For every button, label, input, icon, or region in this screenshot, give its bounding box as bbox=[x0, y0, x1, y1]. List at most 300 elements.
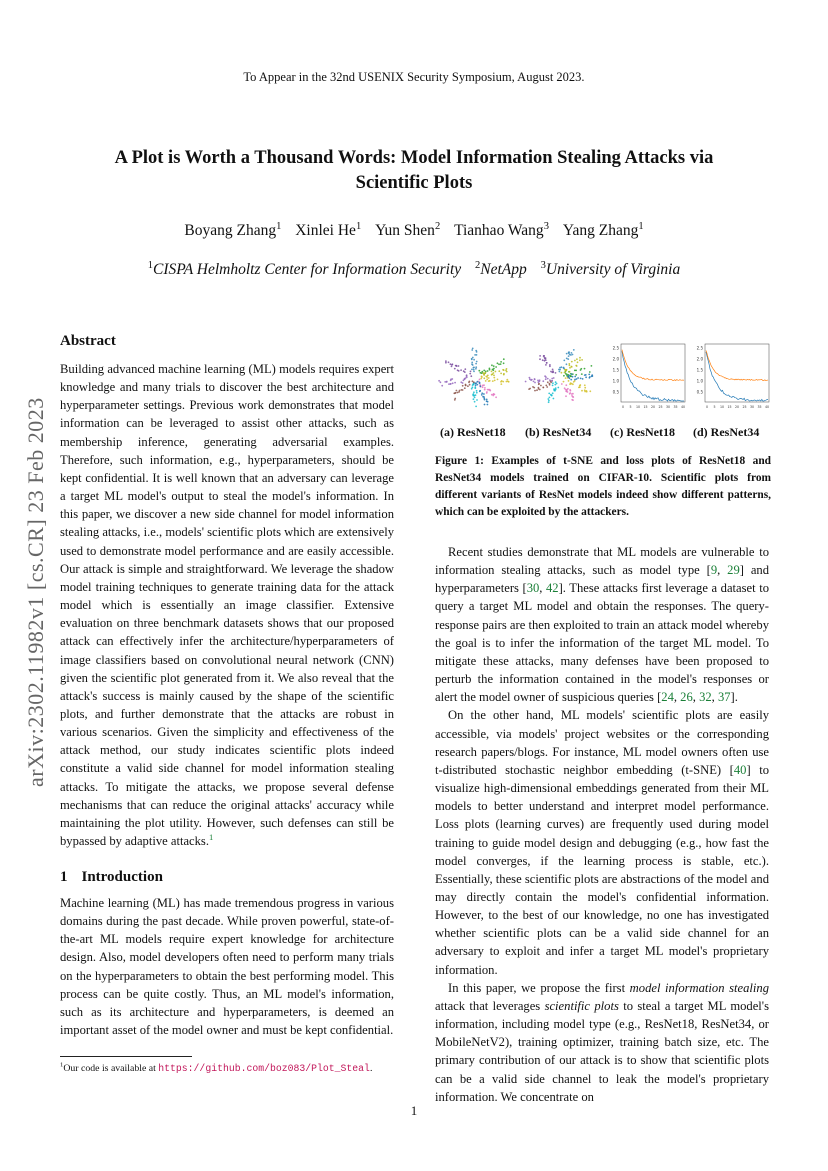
tsne-point bbox=[489, 369, 491, 371]
tsne-point bbox=[571, 361, 573, 363]
tsne-point bbox=[579, 357, 581, 359]
tsne-point bbox=[572, 354, 574, 356]
tsne-point bbox=[584, 391, 586, 393]
tsne-point bbox=[542, 380, 544, 382]
tsne-point bbox=[566, 363, 568, 365]
tsne-point bbox=[487, 404, 489, 406]
y-tick-label: 2.5 bbox=[696, 345, 703, 351]
tsne-point bbox=[450, 383, 452, 385]
tsne-point bbox=[564, 387, 566, 389]
tsne-point bbox=[483, 370, 485, 372]
citation-link[interactable]: 40 bbox=[733, 762, 747, 777]
tsne-point bbox=[543, 355, 545, 357]
tsne-point bbox=[556, 383, 558, 385]
tsne-point bbox=[492, 380, 494, 382]
tsne-point bbox=[539, 355, 541, 357]
tsne-point bbox=[473, 371, 475, 373]
tsne-points bbox=[438, 348, 509, 408]
tsne-point bbox=[563, 381, 565, 383]
tsne-point bbox=[456, 390, 458, 392]
tsne-point bbox=[467, 385, 469, 387]
tsne-point bbox=[473, 381, 475, 383]
figure-1-panels bbox=[435, 338, 771, 418]
tsne-point bbox=[573, 381, 575, 383]
tsne-point bbox=[483, 393, 485, 395]
tsne-point bbox=[538, 387, 540, 389]
citation-link[interactable]: 30 bbox=[526, 581, 540, 596]
tsne-point bbox=[458, 391, 460, 393]
tsne-point bbox=[561, 383, 563, 385]
tsne-point bbox=[493, 365, 495, 367]
tsne-point bbox=[503, 369, 505, 371]
tsne-point bbox=[539, 380, 541, 382]
tsne-point bbox=[552, 392, 554, 394]
tsne-point bbox=[570, 382, 572, 384]
subcaption-a: (a) ResNet18 bbox=[440, 425, 506, 439]
tsne-point bbox=[534, 382, 536, 384]
citation-link[interactable]: 9 bbox=[710, 563, 718, 578]
tsne-point bbox=[566, 353, 568, 355]
subcaption-c: (c) ResNet18 bbox=[610, 425, 675, 439]
tsne-point bbox=[564, 372, 566, 374]
tsne-point bbox=[486, 391, 488, 393]
tsne-point bbox=[566, 358, 568, 360]
y-tick-label: 0.5 bbox=[696, 389, 703, 395]
citation-link[interactable]: 29 bbox=[727, 563, 740, 578]
tsne-point bbox=[567, 376, 569, 378]
x-tick-label: 30 bbox=[665, 405, 671, 409]
y-tick-label: 2.0 bbox=[696, 356, 703, 362]
tsne-point bbox=[480, 372, 482, 374]
x-tick-label: 35 bbox=[673, 405, 678, 409]
tsne-point bbox=[478, 370, 480, 372]
tsne-point bbox=[503, 358, 505, 360]
tsne-point bbox=[551, 371, 553, 373]
code-url-link[interactable]: https://github.com/boz083/Plot_Steal bbox=[158, 1063, 370, 1074]
tsne-point bbox=[486, 399, 488, 401]
tsne-point bbox=[438, 380, 440, 382]
intro-right-column bbox=[435, 543, 769, 1106]
tsne-point bbox=[481, 392, 483, 394]
tsne-point bbox=[495, 396, 497, 398]
tsne-point bbox=[492, 395, 494, 397]
tsne-point bbox=[494, 380, 496, 382]
section-title: Introduction bbox=[81, 869, 163, 885]
tsne-point bbox=[563, 360, 565, 362]
tsne-point bbox=[462, 385, 464, 387]
tsne-point bbox=[475, 363, 477, 365]
tsne-point bbox=[460, 369, 462, 371]
tsne-point bbox=[488, 380, 490, 382]
tsne-point bbox=[545, 385, 547, 387]
tsne-point bbox=[536, 389, 538, 391]
tsne-point bbox=[500, 383, 502, 385]
tsne-point bbox=[576, 358, 578, 360]
tsne-point bbox=[538, 383, 540, 385]
tsne-point bbox=[573, 349, 575, 351]
tsne-point bbox=[534, 390, 536, 392]
author: Yang Zhang$^1$ bbox=[562, 220, 644, 239]
tsne-point bbox=[493, 377, 495, 379]
tsne-point bbox=[491, 371, 493, 373]
tsne-point bbox=[500, 381, 502, 383]
tsne-point bbox=[534, 379, 536, 381]
tsne-point bbox=[572, 399, 574, 401]
title-line-1: A Plot is Worth a Thousand Words: Model Information Stealing Attacks via bbox=[114, 148, 714, 168]
tsne-point bbox=[540, 385, 542, 387]
tsne-point bbox=[484, 389, 486, 391]
tsne-point bbox=[485, 376, 487, 378]
tsne-point bbox=[503, 362, 505, 364]
tsne-point bbox=[566, 369, 568, 371]
tsne-point bbox=[549, 397, 551, 399]
tsne-point bbox=[476, 399, 478, 401]
tsne-point bbox=[559, 367, 561, 369]
tsne-plot-resnet18 bbox=[435, 338, 515, 416]
tsne-point bbox=[479, 390, 481, 392]
tsne-point bbox=[500, 363, 502, 365]
tsne-point bbox=[547, 378, 549, 380]
tsne-point bbox=[591, 365, 593, 367]
section-number: 1 bbox=[60, 869, 68, 885]
x-tick-label: 40 bbox=[680, 405, 686, 409]
tsne-point bbox=[581, 390, 583, 392]
tsne-point bbox=[502, 381, 504, 383]
footnote-text: Our code is available at bbox=[63, 1063, 156, 1074]
tsne-point bbox=[472, 386, 474, 388]
tsne-point bbox=[549, 384, 551, 386]
tsne-point bbox=[500, 373, 502, 375]
tsne-point bbox=[545, 359, 547, 361]
tsne-point bbox=[508, 381, 510, 383]
train-loss-line bbox=[622, 351, 684, 401]
y-tick-label: 0.5 bbox=[612, 389, 619, 395]
paragraph: On the other hand, ML models' scientific plots are easily accessible, via models' project websites or the corresponding research papers/blogs. For instance, ML model owners often use t-distributed stochastic neighbor embedding (t-SNE) [40] to visualize high-dimensional embeddings generated from their ML models to better understand and interpret model performance. Loss plots (learning curves) are frequently used during model training to guide model design and debugging (e.g., how fast the model converges, if the learning process is stable, etc.). Essentially, these scientific plots are abstractions of the model and may directly contain the model's confidential information. However, to the best of our knowledge, no one has investigated whether scientific plots can be a valid side channel for an adversary to exploit and infer a target ML model's proprietary information. bbox=[435, 708, 769, 977]
tsne-point bbox=[563, 375, 565, 377]
citation-link[interactable]: 32 bbox=[699, 690, 712, 705]
tsne-point bbox=[473, 367, 475, 369]
tsne-point bbox=[477, 381, 479, 383]
tsne-point bbox=[471, 362, 473, 364]
figure-caption: Figure 1: Examples of t-SNE and loss plots of ResNet18 and ResNet34 models trained on CIFAR-10. Scientific plots from different variants of ResNet models indeed show different patterns, which can be exploited by the attackers. bbox=[435, 455, 771, 518]
arxiv-identifier: arXiv:2302.11982v1 [cs.CR] 23 Feb 2023 bbox=[23, 397, 48, 787]
tsne-point bbox=[542, 387, 544, 389]
author: Xinlei He$^1$ bbox=[295, 220, 362, 239]
tsne-point bbox=[568, 380, 570, 382]
paper-title bbox=[70, 146, 758, 196]
x-tick-label: 35 bbox=[757, 405, 762, 409]
tsne-point bbox=[462, 382, 464, 384]
tsne-point bbox=[484, 399, 486, 401]
tsne-point bbox=[472, 364, 474, 366]
tsne-point bbox=[457, 369, 459, 371]
y-tick-label: 1.5 bbox=[612, 367, 619, 373]
tsne-point bbox=[571, 366, 573, 368]
tsne-point bbox=[571, 395, 573, 397]
tsne-point bbox=[577, 377, 579, 379]
tsne-point bbox=[572, 376, 574, 378]
tsne-point bbox=[531, 379, 533, 381]
tsne-point bbox=[469, 384, 471, 386]
tsne-point bbox=[548, 401, 550, 403]
tsne-point bbox=[487, 375, 489, 377]
x-tick-label: 30 bbox=[749, 405, 755, 409]
tsne-point bbox=[568, 351, 570, 353]
tsne-point bbox=[575, 374, 577, 376]
tsne-point bbox=[555, 387, 557, 389]
tsne-point bbox=[469, 373, 471, 375]
x-tick-label: 40 bbox=[764, 405, 770, 409]
tsne-point bbox=[581, 373, 583, 375]
tsne-point bbox=[586, 391, 588, 393]
citation-link[interactable]: 24 bbox=[661, 690, 674, 705]
tsne-point bbox=[552, 385, 554, 387]
tsne-point bbox=[485, 380, 487, 382]
loss-plot-resnet34 bbox=[691, 338, 771, 416]
tsne-point bbox=[561, 372, 563, 374]
tsne-point bbox=[546, 362, 548, 364]
abstract-heading: Abstract bbox=[60, 333, 116, 349]
tsne-point bbox=[475, 406, 477, 408]
tsne-point bbox=[464, 387, 466, 389]
tsne-point bbox=[488, 377, 490, 379]
tsne-point bbox=[506, 368, 508, 370]
tsne-point bbox=[545, 357, 547, 359]
citation-link[interactable]: 42 bbox=[546, 581, 559, 596]
citation-link[interactable]: 37 bbox=[717, 690, 731, 705]
tsne-point bbox=[580, 369, 582, 371]
tsne-point bbox=[491, 374, 493, 376]
tsne-point bbox=[495, 366, 497, 368]
tsne-point bbox=[589, 371, 591, 373]
tsne-point bbox=[574, 360, 576, 362]
tsne-point bbox=[533, 381, 535, 383]
footnote-number: 1 bbox=[60, 1061, 64, 1069]
tsne-point bbox=[572, 393, 574, 395]
tsne-point bbox=[473, 369, 475, 371]
tsne-point bbox=[547, 381, 549, 383]
tsne-point bbox=[559, 371, 561, 373]
tsne-point bbox=[574, 379, 576, 381]
tsne-point bbox=[483, 374, 485, 376]
tsne-point bbox=[529, 388, 531, 390]
paragraph: Recent studies demonstrate that ML models are vulnerable to information stealing attacks, such as model type [9, 29] and hyperparameters [30, 42]. These attacks first leverage a dataset to query a target ML model and obtain the responses. The query-response pairs are then exploited to train an attack model whereby the goal is to infer the information of the target ML model. To mitigate these attacks, many defenses have been proposed to perturb the information contained in the model's responses or alert the model owner of suspicious queries [24, 26, 32, 37]. bbox=[435, 545, 770, 705]
tsne-point bbox=[480, 385, 482, 387]
tsne-point bbox=[569, 377, 571, 379]
y-tick-label: 1.5 bbox=[696, 367, 703, 373]
tsne-point bbox=[580, 378, 582, 380]
tsne-point bbox=[448, 361, 450, 363]
tsne-plot-resnet34 bbox=[519, 338, 599, 416]
tsne-point bbox=[454, 368, 456, 370]
test-loss-line bbox=[622, 350, 684, 381]
tsne-point bbox=[497, 379, 499, 381]
tsne-point bbox=[549, 379, 551, 381]
tsne-point bbox=[464, 368, 466, 370]
tsne-point bbox=[451, 366, 453, 368]
tsne-point bbox=[445, 360, 447, 362]
citation-link[interactable]: 26 bbox=[680, 690, 693, 705]
tsne-point bbox=[474, 401, 476, 403]
tsne-point bbox=[466, 375, 468, 377]
tsne-point bbox=[552, 369, 554, 371]
y-tick-label: 1.0 bbox=[612, 378, 619, 384]
abstract-text: Building advanced machine learning (ML) models requires expert knowledge and many trials to discover the best architecture and hyperparameter settings. Previous work demonstrates that model information can be leveraged to assist other attacks, such as membership inference, generating adversarial examples. Therefore, such information, e.g., hyperparameters, should be kept confidential. It is well known that an adversary can leverage a target ML model's output to steal the model's information. In this paper, we discover a new side channel for model information stealing attacks, i.e., models' scientific plots which are extensively used to demonstrate model performance and are easily accessible. Our attack is simple and straightforward. We leverage the shadow model training techniques to generate training data for the attack model which is essentially an image classifier. Extensive evaluation on three benchmark datasets shows that our proposed attack can effectively infer the architecture/hyperparameters of image classifiers based on convolutional neural network (CNN) given the scientific plot generated from it. We also reveal that the attack's success is mainly caused by the shape of the scientific plots, and further demonstrate that the attacks are robust in various scenarios. Given the simplicity and effectiveness of the attack method, our study indicates scientific plots indeed constitute a valid side channel for model information stealing attacks. To mitigate the attacks, we propose several defense mechanisms that can reduce the original attacks' accuracy while maintaining the plot utility. However, such defenses can still be bypassed by adaptive attacks. bbox=[60, 362, 394, 849]
tsne-point bbox=[451, 364, 453, 366]
x-tick-label: 5 bbox=[629, 405, 632, 409]
tsne-point bbox=[553, 377, 555, 379]
subcaption-d: (d) ResNet34 bbox=[693, 425, 760, 439]
y-tick-label: 2.0 bbox=[612, 356, 619, 362]
tsne-point bbox=[552, 382, 554, 384]
tsne-point bbox=[565, 384, 567, 386]
tsne-point bbox=[545, 364, 547, 366]
tsne-point bbox=[441, 385, 443, 387]
tsne-point bbox=[546, 386, 548, 388]
train-loss-line bbox=[706, 352, 768, 401]
tsne-point bbox=[440, 381, 442, 383]
tsne-point bbox=[584, 384, 586, 386]
tsne-point bbox=[452, 382, 454, 384]
x-tick-label: 15 bbox=[643, 405, 648, 409]
x-tick-label: 15 bbox=[727, 405, 732, 409]
tsne-point bbox=[446, 381, 448, 383]
tsne-point bbox=[584, 387, 586, 389]
tsne-point bbox=[465, 384, 467, 386]
affiliation: $^3$University of Virginia bbox=[540, 259, 681, 278]
tsne-point bbox=[558, 369, 560, 371]
tsne-point bbox=[473, 359, 475, 361]
loss-axes bbox=[705, 344, 769, 402]
tsne-point bbox=[549, 365, 551, 367]
tsne-point bbox=[474, 387, 476, 389]
x-tick-label: 20 bbox=[734, 405, 740, 409]
affiliation-list bbox=[0, 261, 828, 279]
tsne-point bbox=[491, 364, 493, 366]
footnote-marker[interactable]: 1 bbox=[208, 831, 214, 842]
test-loss-line bbox=[706, 351, 768, 381]
tsne-point bbox=[456, 365, 458, 367]
tsne-point bbox=[550, 394, 552, 396]
intro-body bbox=[60, 894, 394, 1039]
tsne-point bbox=[481, 376, 483, 378]
tsne-point bbox=[574, 370, 576, 372]
x-tick-label: 20 bbox=[650, 405, 656, 409]
tsne-point bbox=[584, 368, 586, 370]
tsne-point bbox=[529, 377, 531, 379]
tsne-point bbox=[498, 363, 500, 365]
tsne-point bbox=[489, 390, 491, 392]
tsne-point bbox=[579, 386, 581, 388]
tsne-point bbox=[569, 392, 571, 394]
tsne-points bbox=[525, 349, 594, 403]
intro-paragraph: Machine learning (ML) has made tremendous progress in various domains during the past decade. While proven powerful, state-of-the-art ML models require expert knowledge for architecture design. Also, model developers often need to perform many trials on the hyperparameters to obtain the best performing model. This process can be quite costly. Thus, an ML model's information, such as its architecture and hyperparameters, is deemed an important asset of the model owner and must be kept confidential. bbox=[60, 896, 394, 1038]
author: Tianhao Wang$^3$ bbox=[454, 220, 549, 239]
tsne-point bbox=[495, 371, 497, 373]
tsne-point bbox=[570, 390, 572, 392]
tsne-point bbox=[565, 373, 567, 375]
tsne-point bbox=[582, 378, 584, 380]
tsne-point bbox=[525, 381, 527, 383]
tsne-point bbox=[579, 359, 581, 361]
tsne-point bbox=[473, 391, 475, 393]
tsne-point bbox=[470, 375, 472, 377]
y-tick-label: 1.0 bbox=[696, 378, 703, 384]
tsne-point bbox=[575, 365, 577, 367]
tsne-point bbox=[472, 348, 474, 350]
author: Boyang Zhang$^1$ bbox=[184, 220, 282, 239]
tsne-point bbox=[479, 379, 481, 381]
subcaption-b: (b) ResNet34 bbox=[525, 425, 592, 439]
tsne-point bbox=[445, 362, 447, 364]
tsne-point bbox=[476, 390, 478, 392]
tsne-point bbox=[479, 382, 481, 384]
tsne-point bbox=[493, 375, 495, 377]
venue-header: To Appear in the 32nd USENIX Security Symposium, August 2023. bbox=[243, 70, 585, 84]
tsne-point bbox=[532, 386, 534, 388]
tsne-point bbox=[476, 392, 478, 394]
tsne-point bbox=[476, 354, 478, 356]
loss-plot-resnet18 bbox=[607, 338, 687, 416]
tsne-point bbox=[487, 389, 489, 391]
tsne-point bbox=[565, 395, 567, 397]
tsne-point bbox=[475, 366, 477, 368]
tsne-point bbox=[574, 376, 576, 378]
tsne-point bbox=[569, 354, 571, 356]
footnote: $^1$Our code is available at https://github.com/boz083/Plot_Steal. bbox=[60, 1061, 373, 1074]
tsne-point bbox=[472, 384, 474, 386]
tsne-point bbox=[498, 370, 500, 372]
abstract-body bbox=[60, 360, 394, 850]
tsne-point bbox=[486, 400, 488, 402]
tsne-point bbox=[454, 382, 456, 384]
tsne-point bbox=[569, 365, 571, 367]
tsne-point bbox=[581, 359, 583, 361]
x-tick-label: 10 bbox=[635, 405, 641, 409]
tsne-point bbox=[553, 398, 555, 400]
tsne-point bbox=[585, 376, 587, 378]
x-tick-label: 0 bbox=[621, 405, 625, 409]
tsne-point bbox=[588, 374, 590, 376]
tsne-point bbox=[464, 371, 466, 373]
tsne-point bbox=[455, 392, 457, 394]
tsne-point bbox=[475, 350, 477, 352]
x-tick-label: 25 bbox=[658, 405, 663, 409]
tsne-point bbox=[474, 397, 476, 399]
tsne-point bbox=[506, 379, 508, 381]
paragraph: In this paper, we propose the first model information stealing attack that leverages scientific plots to steal a target ML model's information, including model type (e.g., ResNet18, ResNet34, or MobileNetV2), training optimizer, training batch size, etc. The primary contribution of our attack is to show that scientific plots can be a valid side channel to leak the model's proprietary information. We concentrate on bbox=[435, 980, 769, 1104]
tsne-point bbox=[545, 376, 547, 378]
x-tick-label: 5 bbox=[713, 405, 716, 409]
tsne-point bbox=[566, 391, 568, 393]
tsne-point bbox=[545, 378, 547, 380]
tsne-point bbox=[565, 377, 567, 379]
tsne-point bbox=[487, 370, 489, 372]
tsne-point bbox=[569, 367, 571, 369]
affiliation: $^2$NetApp bbox=[475, 259, 527, 278]
footnote-rule bbox=[60, 1056, 192, 1057]
tsne-point bbox=[472, 394, 474, 396]
tsne-point bbox=[550, 382, 552, 384]
tsne-point bbox=[483, 384, 485, 386]
tsne-point bbox=[567, 388, 569, 390]
tsne-point bbox=[484, 404, 486, 406]
x-tick-label: 25 bbox=[742, 405, 747, 409]
tsne-point bbox=[458, 365, 460, 367]
tsne-point bbox=[454, 398, 456, 400]
page-number: 1 bbox=[410, 1103, 418, 1118]
tsne-point bbox=[554, 389, 556, 391]
